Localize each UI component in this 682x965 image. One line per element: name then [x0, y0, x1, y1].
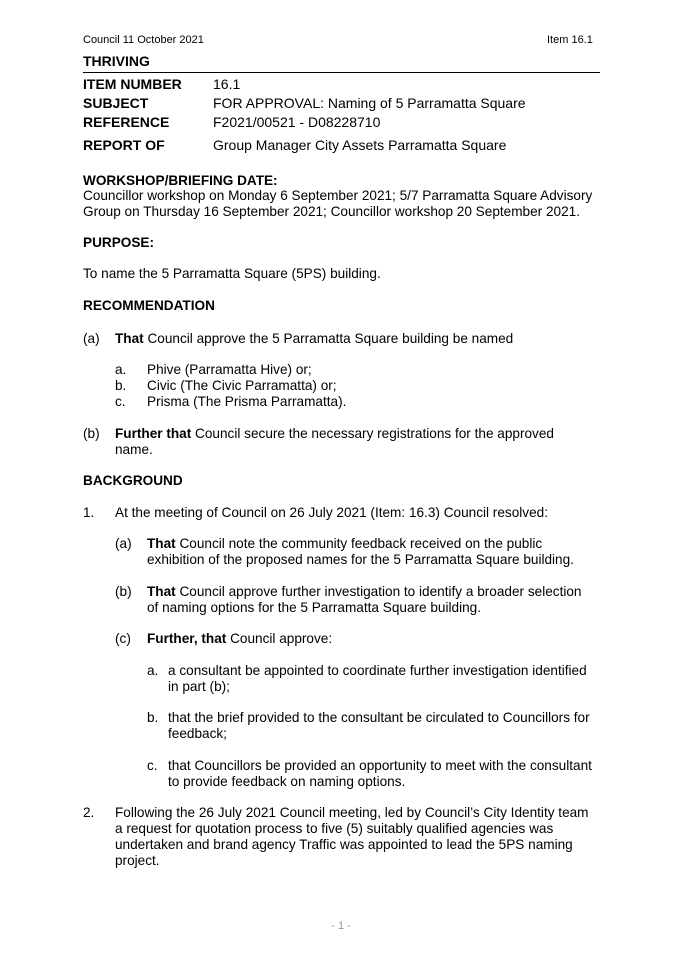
approval-b-line-1: that the brief provided to the consultant be circulated to Councillors for — [168, 710, 590, 725]
recommendation-b-line-2: name. — [115, 442, 153, 457]
approval-c-line-1: that Councillors be provided an opportunity to meet with the consultant — [168, 758, 592, 773]
header-item-number: Item 16.1 — [547, 34, 593, 46]
background-heading: BACKGROUND — [83, 473, 183, 488]
header-meeting-date: Council 11 October 2021 — [83, 34, 204, 46]
approval-c-line-2: to provide feedback on naming options. — [168, 774, 406, 789]
approval-a-line-1: a consultant be appointed to coordinate further investigation identified — [168, 663, 587, 678]
option-b-marker: b. — [115, 378, 127, 393]
option-a-marker: a. — [115, 362, 127, 377]
resolution-a-line-1 — [147, 536, 542, 552]
option-civic: Civic (The Civic Parramatta) or; — [147, 378, 337, 393]
recommendation-a-bold: That — [115, 331, 144, 346]
meta-label-subject: SUBJECT — [83, 95, 149, 111]
resolution-b-marker: (b) — [115, 584, 132, 599]
recommendation-b-rest: Council secure the necessary registrations for the approved — [191, 426, 554, 441]
option-prisma: Prisma (The Prisma Parramatta). — [147, 394, 347, 409]
recommendation-b-bold: Further that — [115, 426, 192, 441]
resolution-b-line-1 — [147, 584, 582, 600]
workshop-line-1: Councillor workshop on Monday 6 September 2021; 5/7 Parramatta Square Advisory — [83, 188, 593, 203]
meta-label-report-of: REPORT OF — [83, 137, 165, 153]
resolution-b-bold: That — [147, 584, 176, 599]
resolution-a-rest: Council note the community feedback received on the public — [175, 536, 543, 551]
category-title: THRIVING — [83, 53, 150, 69]
purpose-heading: PURPOSE: — [83, 235, 155, 250]
purpose-text: To name the 5 Parramatta Square (5PS) building. — [83, 266, 381, 281]
resolution-a-line-2: exhibition of the proposed names for the 5 Parramatta Square building. — [147, 552, 574, 567]
page-number: - 1 - — [331, 920, 351, 932]
resolution-c-bold: Further, that — [147, 631, 227, 646]
approval-a-marker: a. — [147, 663, 159, 678]
approval-c-marker: c. — [147, 758, 158, 773]
option-c-marker: c. — [115, 394, 126, 409]
background-1-text: At the meeting of Council on 26 July 2021 (Item: 16.3) Council resolved: — [115, 505, 548, 520]
background-2-line-3: undertaken and brand agency Traffic was appointed to lead the 5PS naming — [115, 837, 573, 852]
recommendation-a-marker: (a) — [83, 331, 100, 346]
resolution-c-marker: (c) — [115, 631, 131, 646]
recommendation-heading: RECOMMENDATION — [83, 298, 215, 313]
background-2-line-4: project. — [115, 853, 160, 868]
approval-b-line-2: feedback; — [168, 726, 227, 741]
resolution-b-line-2: of naming options for the 5 Parramatta Square building. — [147, 600, 482, 615]
recommendation-b-line-1 — [115, 426, 554, 442]
workshop-line-2: Group on Thursday 16 September 2021; Councillor workshop 20 September 2021. — [83, 204, 580, 219]
background-2-line-2: a request for quotation process to five (5) suitably qualified agencies was — [115, 821, 554, 836]
meta-value-report-of: Group Manager City Assets Parramatta Square — [213, 137, 507, 153]
resolution-a-marker: (a) — [115, 536, 132, 551]
background-2-line-1: Following the 26 July 2021 Council meeting, led by Council’s City Identity team — [115, 805, 589, 820]
workshop-heading: WORKSHOP/BRIEFING DATE: — [83, 173, 278, 188]
meta-value-item-number: 16.1 — [213, 76, 241, 92]
recommendation-a-text — [115, 331, 513, 347]
resolution-a-bold: That — [147, 536, 176, 551]
background-2-marker: 2. — [83, 805, 95, 820]
meta-value-subject: FOR APPROVAL: Naming of 5 Parramatta Square — [213, 95, 526, 111]
resolution-b-rest: Council approve further investigation to identify a broader selection — [175, 584, 582, 599]
approval-a-line-2: in part (b); — [168, 679, 230, 694]
resolution-c-rest: Council approve: — [226, 631, 333, 646]
meta-value-reference: F2021/00521 - D08228710 — [213, 114, 381, 130]
option-phive: Phive (Parramatta Hive) or; — [147, 362, 312, 377]
background-1-marker: 1. — [83, 505, 95, 520]
recommendation-b-marker: (b) — [83, 426, 100, 441]
approval-b-marker: b. — [147, 710, 159, 725]
meta-label-item-number: ITEM NUMBER — [83, 76, 182, 92]
title-divider — [83, 72, 600, 73]
recommendation-a-rest: Council approve the 5 Parramatta Square building be named — [143, 331, 514, 346]
meta-label-reference: REFERENCE — [83, 114, 170, 130]
resolution-c-text — [147, 631, 332, 647]
